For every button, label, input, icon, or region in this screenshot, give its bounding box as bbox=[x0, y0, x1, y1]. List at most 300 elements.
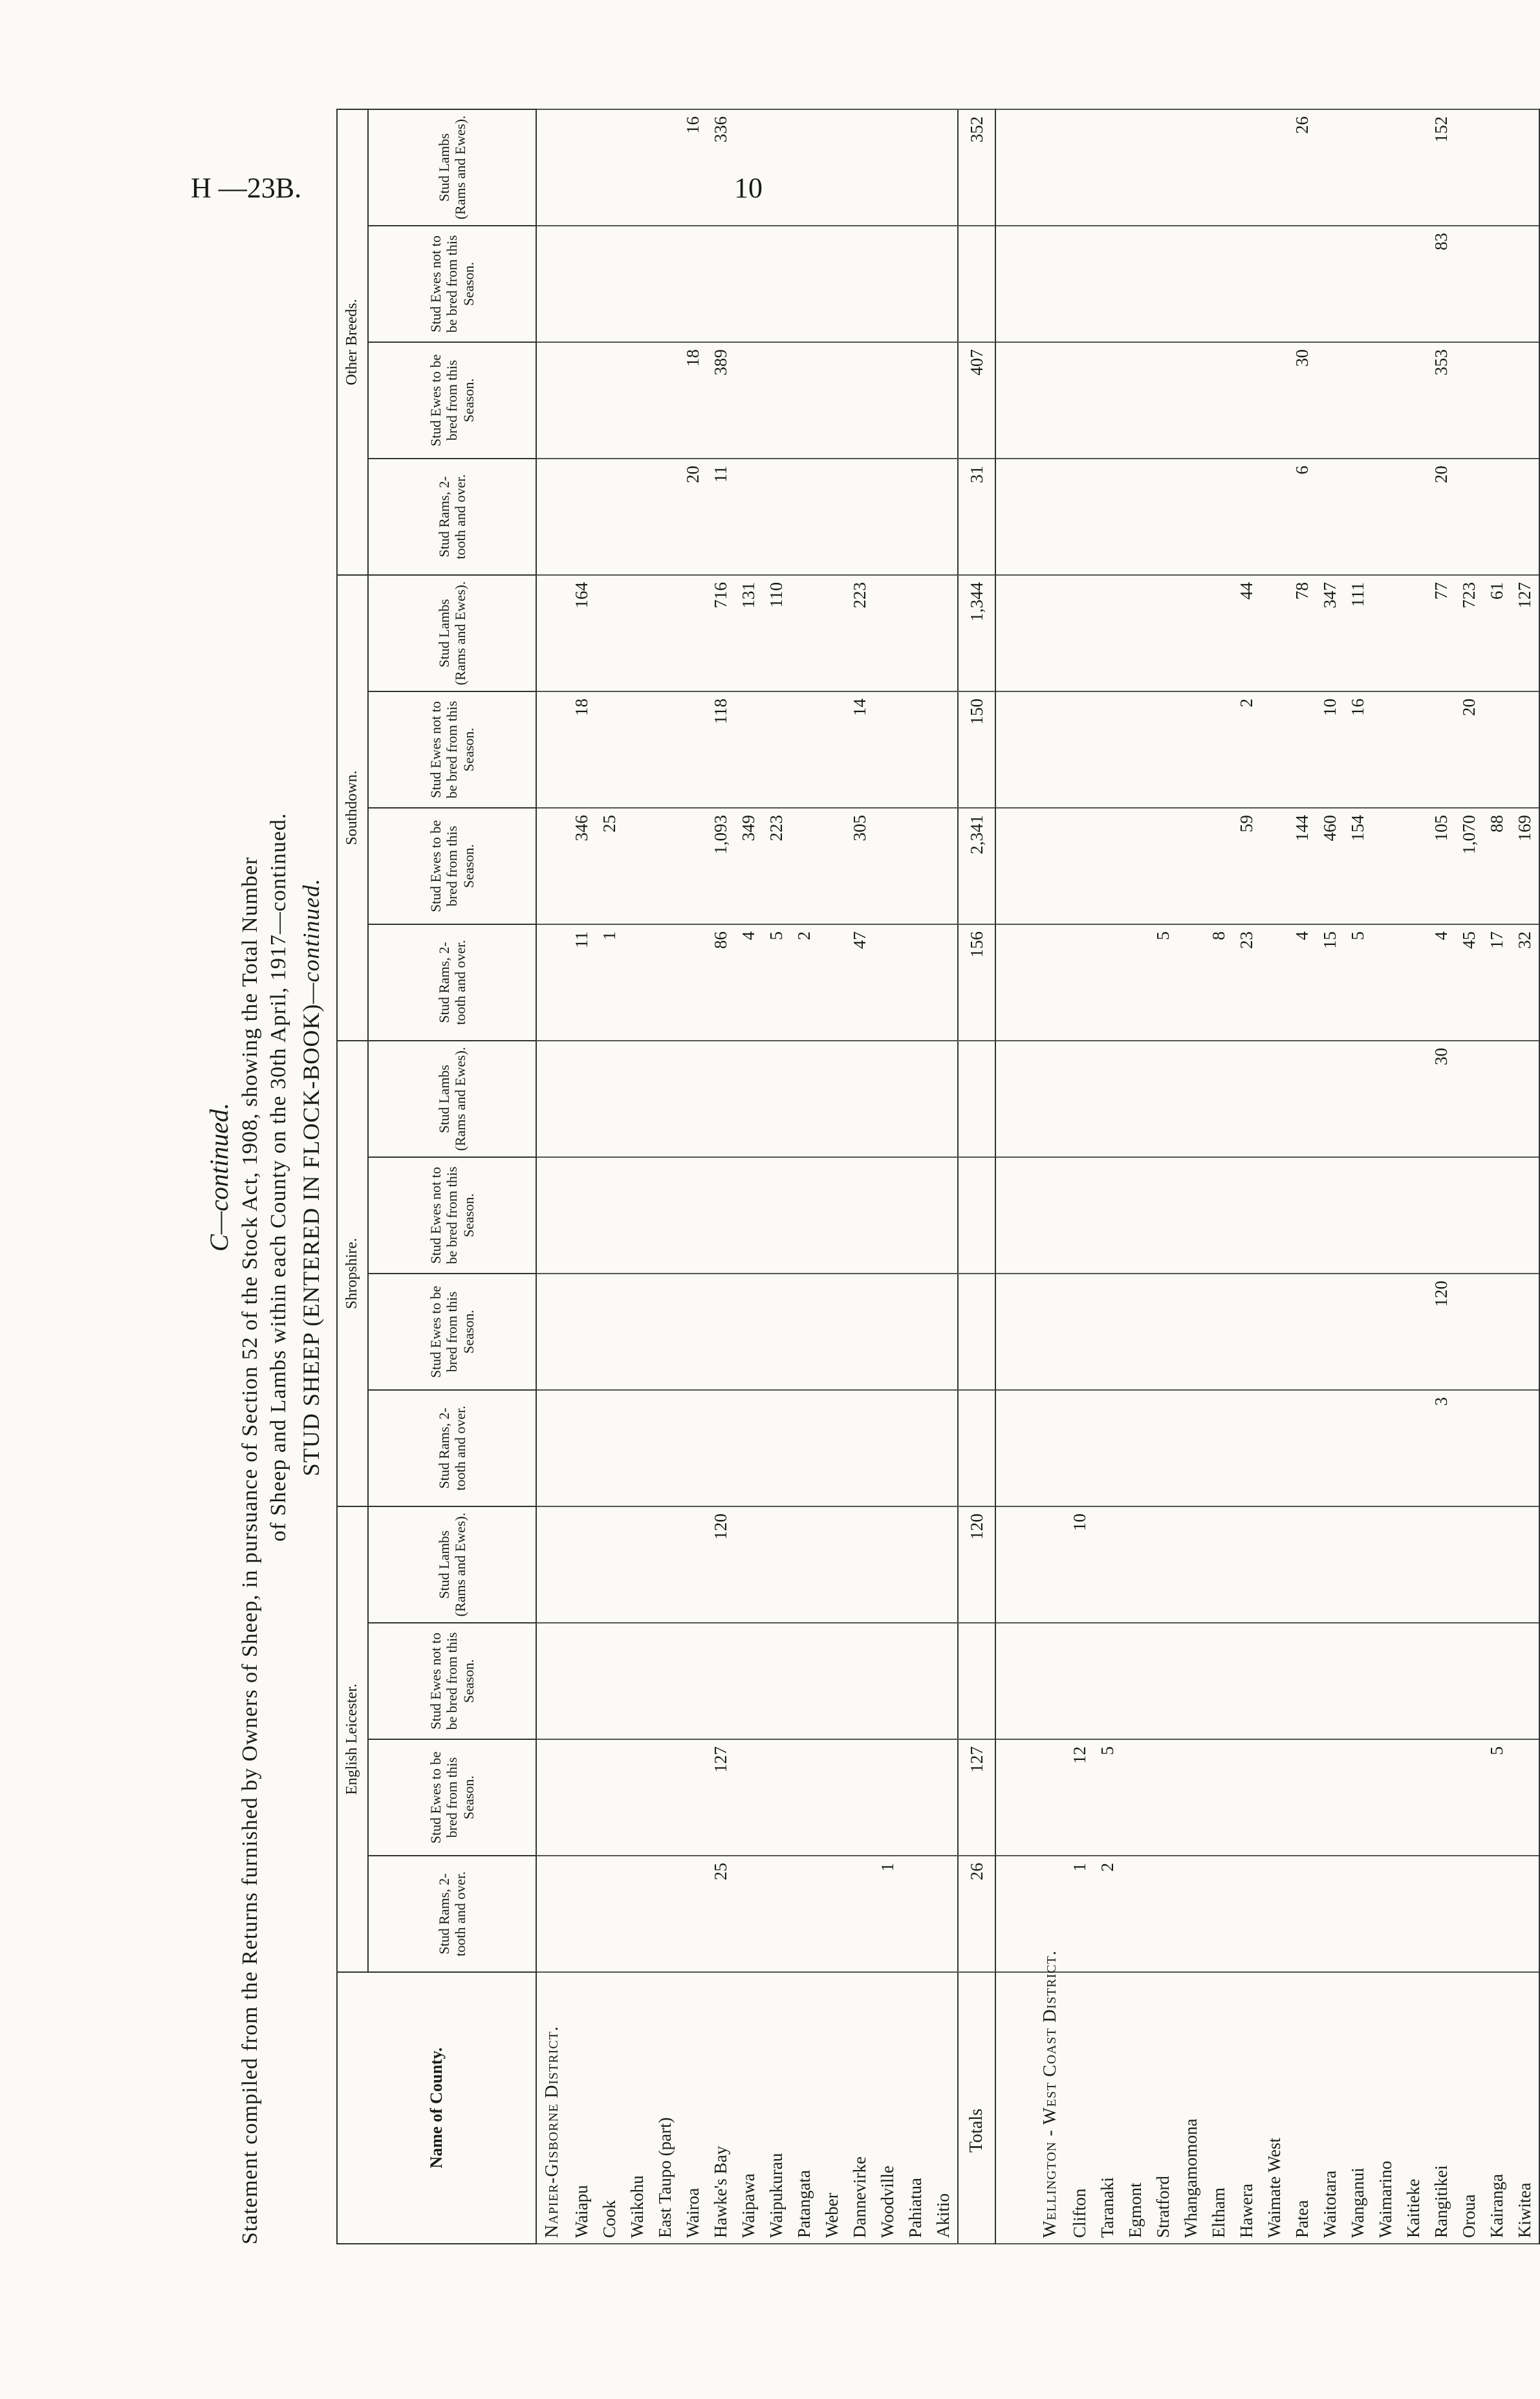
value-cell: 460 bbox=[1316, 808, 1344, 924]
value-cell bbox=[1177, 226, 1205, 342]
value-cell bbox=[958, 1157, 995, 1274]
value-cell bbox=[1149, 1739, 1177, 1856]
value-cell bbox=[958, 1274, 995, 1390]
value-cell bbox=[902, 1390, 929, 1506]
value-cell bbox=[1094, 226, 1122, 342]
value-cell bbox=[1035, 1390, 1066, 1506]
value-cell bbox=[1233, 1739, 1261, 1856]
value-cell bbox=[1400, 1390, 1427, 1506]
section-heading-suffix: —continued. bbox=[298, 878, 324, 1004]
value-cell: 118 bbox=[707, 691, 735, 808]
value-cell bbox=[651, 342, 679, 459]
table-row bbox=[790, 109, 818, 2244]
value-cell bbox=[568, 109, 596, 226]
value-cell bbox=[1316, 1739, 1344, 1856]
value-cell bbox=[1149, 226, 1177, 342]
county-name: Waipawa bbox=[735, 1972, 763, 2244]
value-cell bbox=[1316, 1041, 1344, 1157]
value-cell: 120 bbox=[1427, 1274, 1455, 1390]
value-cell bbox=[651, 1739, 679, 1856]
column-subheader: Stud Ewes not to be bred from this Season. bbox=[368, 691, 536, 808]
table-title-block bbox=[197, 110, 333, 2244]
value-cell bbox=[902, 924, 929, 1041]
value-cell bbox=[1511, 1041, 1539, 1157]
value-cell bbox=[1455, 109, 1483, 226]
county-name: Stratford bbox=[1149, 1972, 1177, 2244]
value-cell bbox=[790, 1739, 818, 1856]
value-cell bbox=[651, 924, 679, 1041]
table-row bbox=[1094, 109, 1122, 2244]
table-row bbox=[679, 109, 707, 2244]
value-cell bbox=[995, 924, 1035, 1041]
column-subheader: Stud Rams, 2-tooth and over. bbox=[368, 459, 536, 575]
value-cell bbox=[1372, 109, 1400, 226]
value-cell bbox=[624, 1157, 651, 1274]
value-cell bbox=[568, 342, 596, 459]
value-cell bbox=[995, 459, 1035, 575]
county-name: Wanganui bbox=[1344, 1972, 1372, 2244]
value-cell bbox=[1233, 226, 1261, 342]
value-cell bbox=[679, 1041, 707, 1157]
value-cell bbox=[763, 1274, 790, 1390]
value-cell bbox=[1261, 109, 1288, 226]
value-cell bbox=[568, 226, 596, 342]
value-cell bbox=[568, 1623, 596, 1739]
value-cell bbox=[735, 1856, 763, 1972]
value-cell bbox=[1511, 226, 1539, 342]
table-row bbox=[1177, 109, 1205, 2244]
section-heading bbox=[298, 110, 325, 2244]
value-cell bbox=[536, 924, 568, 1041]
county-name: Hawke's Bay bbox=[707, 1972, 735, 2244]
value-cell bbox=[1177, 575, 1205, 691]
value-cell bbox=[1177, 1856, 1205, 1972]
value-cell bbox=[1344, 1856, 1372, 1972]
value-cell bbox=[1177, 1506, 1205, 1623]
table-row bbox=[568, 109, 596, 2244]
value-cell bbox=[1344, 1506, 1372, 1623]
value-cell bbox=[1511, 1506, 1539, 1623]
value-cell bbox=[1261, 1739, 1288, 1856]
value-cell bbox=[1344, 459, 1372, 575]
value-cell: 127 bbox=[1511, 575, 1539, 691]
value-cell: 120 bbox=[707, 1506, 735, 1623]
county-name: Akitio bbox=[929, 1972, 958, 2244]
value-cell bbox=[1177, 1041, 1205, 1157]
county-name: Cook bbox=[596, 1972, 624, 2244]
value-cell: 1,093 bbox=[707, 808, 735, 924]
value-cell bbox=[735, 226, 763, 342]
value-cell bbox=[1372, 1390, 1400, 1506]
value-cell bbox=[1511, 109, 1539, 226]
value-cell bbox=[929, 1041, 958, 1157]
value-cell bbox=[874, 1041, 902, 1157]
value-cell bbox=[1094, 924, 1122, 1041]
value-cell bbox=[763, 1739, 790, 1856]
value-cell bbox=[536, 691, 568, 808]
value-cell bbox=[735, 1623, 763, 1739]
value-cell: 223 bbox=[846, 575, 874, 691]
value-cell bbox=[846, 1390, 874, 1506]
value-cell: 18 bbox=[679, 342, 707, 459]
value-cell bbox=[929, 808, 958, 924]
value-cell bbox=[1372, 1506, 1400, 1623]
value-cell: 4 bbox=[735, 924, 763, 1041]
value-cell bbox=[902, 459, 929, 575]
table-row bbox=[1122, 109, 1149, 2244]
value-cell bbox=[568, 1157, 596, 1274]
value-cell bbox=[1233, 342, 1261, 459]
value-cell bbox=[874, 342, 902, 459]
value-cell bbox=[1483, 342, 1511, 459]
value-cell bbox=[1261, 1390, 1288, 1506]
value-cell bbox=[1316, 1506, 1344, 1623]
column-subheader: Stud Ewes not to be bred from this Season. bbox=[368, 1623, 536, 1739]
value-cell bbox=[846, 1739, 874, 1856]
value-cell bbox=[1205, 1623, 1233, 1739]
value-cell bbox=[1094, 1274, 1122, 1390]
value-cell bbox=[1205, 1041, 1233, 1157]
value-cell bbox=[536, 342, 568, 459]
value-cell: 2 bbox=[1094, 1856, 1122, 1972]
value-cell bbox=[536, 575, 568, 691]
value-cell bbox=[596, 1506, 624, 1623]
value-cell bbox=[1455, 342, 1483, 459]
value-cell bbox=[1511, 1274, 1539, 1390]
value-cell bbox=[1233, 1623, 1261, 1739]
value-cell bbox=[651, 1506, 679, 1623]
value-cell bbox=[1372, 226, 1400, 342]
value-cell: 1 bbox=[1066, 1856, 1094, 1972]
value-cell bbox=[651, 1274, 679, 1390]
county-name: Oroua bbox=[1455, 1972, 1483, 2244]
value-cell bbox=[1288, 1041, 1316, 1157]
value-cell bbox=[1149, 691, 1177, 808]
value-cell bbox=[902, 1041, 929, 1157]
table-row bbox=[874, 109, 902, 2244]
value-cell bbox=[1455, 459, 1483, 575]
value-cell bbox=[1511, 1739, 1539, 1856]
value-cell bbox=[995, 575, 1035, 691]
value-cell bbox=[929, 691, 958, 808]
value-cell bbox=[874, 459, 902, 575]
value-cell bbox=[1344, 226, 1372, 342]
value-cell bbox=[1149, 1274, 1177, 1390]
column-subheader: Stud Lambs (Rams and Ewes). bbox=[368, 575, 536, 691]
value-cell bbox=[929, 226, 958, 342]
value-cell bbox=[874, 109, 902, 226]
value-cell bbox=[1316, 226, 1344, 342]
value-cell bbox=[651, 1623, 679, 1739]
value-cell bbox=[790, 226, 818, 342]
value-cell bbox=[1066, 691, 1094, 808]
value-cell: 127 bbox=[958, 1739, 995, 1856]
district-name: Napier-Gisborne District. bbox=[536, 1972, 568, 2244]
value-cell bbox=[596, 1623, 624, 1739]
value-cell bbox=[1511, 691, 1539, 808]
value-cell bbox=[1035, 575, 1066, 691]
value-cell bbox=[1372, 1856, 1400, 1972]
table-head bbox=[337, 109, 536, 2244]
value-cell: 5 bbox=[1344, 924, 1372, 1041]
value-cell bbox=[1035, 1041, 1066, 1157]
value-cell: 47 bbox=[846, 924, 874, 1041]
value-cell: 11 bbox=[568, 924, 596, 1041]
value-cell bbox=[1344, 1274, 1372, 1390]
value-cell bbox=[1122, 1856, 1149, 1972]
value-cell bbox=[1288, 226, 1316, 342]
value-cell bbox=[1035, 1157, 1066, 1274]
table-row bbox=[902, 109, 929, 2244]
value-cell bbox=[1455, 1739, 1483, 1856]
value-cell bbox=[1372, 1274, 1400, 1390]
value-cell bbox=[1066, 459, 1094, 575]
table-row bbox=[596, 109, 624, 2244]
column-subheader: Stud Ewes to be bred from this Season. bbox=[368, 1739, 536, 1856]
value-cell bbox=[1094, 109, 1122, 226]
value-cell bbox=[536, 1157, 568, 1274]
value-cell: 223 bbox=[763, 808, 790, 924]
value-cell bbox=[1205, 1157, 1233, 1274]
county-name: Weber bbox=[818, 1972, 846, 2244]
value-cell bbox=[902, 226, 929, 342]
value-cell bbox=[1288, 1506, 1316, 1623]
value-cell: 127 bbox=[707, 1739, 735, 1856]
value-cell bbox=[995, 342, 1035, 459]
value-cell bbox=[1483, 1506, 1511, 1623]
value-cell bbox=[1261, 1157, 1288, 1274]
value-cell bbox=[818, 459, 846, 575]
value-cell bbox=[707, 226, 735, 342]
value-cell bbox=[679, 226, 707, 342]
value-cell bbox=[1372, 342, 1400, 459]
value-cell bbox=[536, 1623, 568, 1739]
county-name: Eltham bbox=[1205, 1972, 1233, 2244]
subheader-row bbox=[368, 109, 536, 2244]
value-cell bbox=[1122, 1739, 1149, 1856]
report-reference: H —23B. bbox=[191, 172, 302, 204]
value-cell bbox=[1035, 342, 1066, 459]
column-subheader: Stud Ewes to be bred from this Season. bbox=[368, 808, 536, 924]
county-name: Rangitikei bbox=[1427, 1972, 1455, 2244]
value-cell bbox=[1177, 459, 1205, 575]
value-cell: 346 bbox=[568, 808, 596, 924]
value-cell bbox=[1149, 575, 1177, 691]
value-cell bbox=[1400, 226, 1427, 342]
value-cell bbox=[818, 1506, 846, 1623]
value-cell bbox=[1205, 1390, 1233, 1506]
value-cell bbox=[874, 226, 902, 342]
value-cell bbox=[1177, 691, 1205, 808]
value-cell: 45 bbox=[1455, 924, 1483, 1041]
value-cell bbox=[874, 575, 902, 691]
value-cell bbox=[874, 924, 902, 1041]
value-cell bbox=[679, 575, 707, 691]
value-cell bbox=[536, 459, 568, 575]
page-number: 10 bbox=[734, 172, 763, 204]
value-cell bbox=[1205, 1274, 1233, 1390]
value-cell bbox=[1483, 1041, 1511, 1157]
value-cell bbox=[1177, 1157, 1205, 1274]
value-cell: 30 bbox=[1288, 342, 1316, 459]
value-cell: 32 bbox=[1511, 924, 1539, 1041]
value-cell: 150 bbox=[958, 691, 995, 808]
value-cell bbox=[1122, 1041, 1149, 1157]
value-cell bbox=[1344, 1157, 1372, 1274]
value-cell bbox=[1372, 1739, 1400, 1856]
value-cell: 2 bbox=[1233, 691, 1261, 808]
value-cell bbox=[707, 1390, 735, 1506]
value-cell: 25 bbox=[707, 1856, 735, 1972]
value-cell bbox=[1233, 1041, 1261, 1157]
value-cell bbox=[995, 808, 1035, 924]
table-row bbox=[1261, 109, 1288, 2244]
totals-row bbox=[958, 109, 995, 2244]
value-cell bbox=[818, 1856, 846, 1972]
value-cell bbox=[651, 109, 679, 226]
value-cell bbox=[624, 1623, 651, 1739]
value-cell bbox=[1122, 808, 1149, 924]
value-cell bbox=[1288, 1856, 1316, 1972]
value-cell bbox=[1066, 109, 1094, 226]
value-cell bbox=[995, 226, 1035, 342]
value-cell bbox=[846, 109, 874, 226]
value-cell bbox=[1511, 1623, 1539, 1739]
value-cell bbox=[1233, 459, 1261, 575]
value-cell bbox=[818, 575, 846, 691]
value-cell bbox=[1372, 575, 1400, 691]
value-cell bbox=[1066, 1041, 1094, 1157]
value-cell bbox=[763, 109, 790, 226]
value-cell bbox=[1177, 924, 1205, 1041]
value-cell bbox=[1261, 1274, 1288, 1390]
value-cell bbox=[995, 1274, 1035, 1390]
value-cell: 16 bbox=[1344, 691, 1372, 808]
value-cell bbox=[929, 1390, 958, 1506]
value-cell bbox=[1455, 1274, 1483, 1390]
value-cell bbox=[735, 109, 763, 226]
value-cell bbox=[1455, 1041, 1483, 1157]
value-cell bbox=[568, 1274, 596, 1390]
value-cell bbox=[1066, 1274, 1094, 1390]
column-subheader: Stud Rams, 2-tooth and over. bbox=[368, 924, 536, 1041]
value-cell bbox=[1427, 1856, 1455, 1972]
value-cell bbox=[790, 1856, 818, 1972]
value-cell bbox=[735, 342, 763, 459]
value-cell bbox=[568, 1856, 596, 1972]
value-cell bbox=[1205, 459, 1233, 575]
value-cell bbox=[624, 808, 651, 924]
value-cell bbox=[679, 808, 707, 924]
totals-label: Totals bbox=[958, 1972, 995, 2244]
value-cell bbox=[536, 1274, 568, 1390]
value-cell bbox=[596, 575, 624, 691]
county-name: Waimate West bbox=[1261, 1972, 1288, 2244]
value-cell bbox=[596, 1390, 624, 1506]
value-cell bbox=[1344, 1041, 1372, 1157]
value-cell bbox=[596, 1856, 624, 1972]
value-cell: 389 bbox=[707, 342, 735, 459]
value-cell bbox=[1035, 1506, 1066, 1623]
value-cell bbox=[1177, 1623, 1205, 1739]
value-cell bbox=[1122, 459, 1149, 575]
value-cell bbox=[624, 924, 651, 1041]
value-cell bbox=[1149, 1041, 1177, 1157]
value-cell bbox=[1455, 1157, 1483, 1274]
value-cell bbox=[818, 342, 846, 459]
value-cell bbox=[568, 1041, 596, 1157]
value-cell bbox=[1094, 1506, 1122, 1623]
value-cell bbox=[1205, 575, 1233, 691]
value-cell: 407 bbox=[958, 342, 995, 459]
value-cell bbox=[679, 1506, 707, 1623]
value-cell bbox=[1316, 459, 1344, 575]
value-cell bbox=[651, 1157, 679, 1274]
value-cell bbox=[1149, 1623, 1177, 1739]
column-subheader: Stud Ewes not to be bred from this Season. bbox=[368, 1157, 536, 1274]
value-cell bbox=[651, 575, 679, 691]
table-row bbox=[1233, 109, 1261, 2244]
value-cell: 17 bbox=[1483, 924, 1511, 1041]
continued-heading: C—continued. bbox=[204, 1103, 233, 1252]
table-row bbox=[1316, 109, 1344, 2244]
value-cell: 31 bbox=[958, 459, 995, 575]
value-cell bbox=[1233, 109, 1261, 226]
district-row bbox=[536, 109, 568, 2244]
value-cell: 120 bbox=[958, 1506, 995, 1623]
county-name: Taranaki bbox=[1094, 1972, 1122, 2244]
value-cell bbox=[763, 1856, 790, 1972]
value-cell bbox=[1344, 342, 1372, 459]
value-cell bbox=[929, 109, 958, 226]
group-header-southdown: Southdown. bbox=[337, 575, 368, 1041]
value-cell bbox=[874, 1739, 902, 1856]
value-cell bbox=[1261, 691, 1288, 808]
table-row bbox=[1149, 109, 1177, 2244]
value-cell bbox=[707, 1274, 735, 1390]
value-cell bbox=[624, 1856, 651, 1972]
value-cell: 25 bbox=[596, 808, 624, 924]
value-cell bbox=[1122, 1274, 1149, 1390]
value-cell bbox=[1427, 1623, 1455, 1739]
value-cell bbox=[1205, 1856, 1233, 1972]
rotated-content bbox=[197, 110, 1534, 2244]
value-cell bbox=[790, 1623, 818, 1739]
value-cell bbox=[763, 342, 790, 459]
value-cell bbox=[536, 1041, 568, 1157]
value-cell bbox=[1035, 1739, 1066, 1856]
value-cell bbox=[651, 1041, 679, 1157]
value-cell bbox=[596, 691, 624, 808]
value-cell bbox=[763, 691, 790, 808]
value-cell: 144 bbox=[1288, 808, 1316, 924]
value-cell bbox=[818, 808, 846, 924]
county-name: Egmont bbox=[1122, 1972, 1149, 2244]
value-cell bbox=[679, 1739, 707, 1856]
value-cell bbox=[1177, 342, 1205, 459]
value-cell bbox=[846, 1506, 874, 1623]
value-cell bbox=[818, 691, 846, 808]
value-cell bbox=[1288, 1739, 1316, 1856]
value-cell bbox=[995, 1390, 1035, 1506]
value-cell bbox=[995, 1506, 1035, 1623]
value-cell bbox=[1149, 1856, 1177, 1972]
value-cell bbox=[679, 1274, 707, 1390]
value-cell bbox=[1316, 1157, 1344, 1274]
county-name: Kiwitea bbox=[1511, 1972, 1539, 2244]
table-row bbox=[1511, 109, 1539, 2244]
stud-sheep-table bbox=[336, 109, 1540, 2244]
